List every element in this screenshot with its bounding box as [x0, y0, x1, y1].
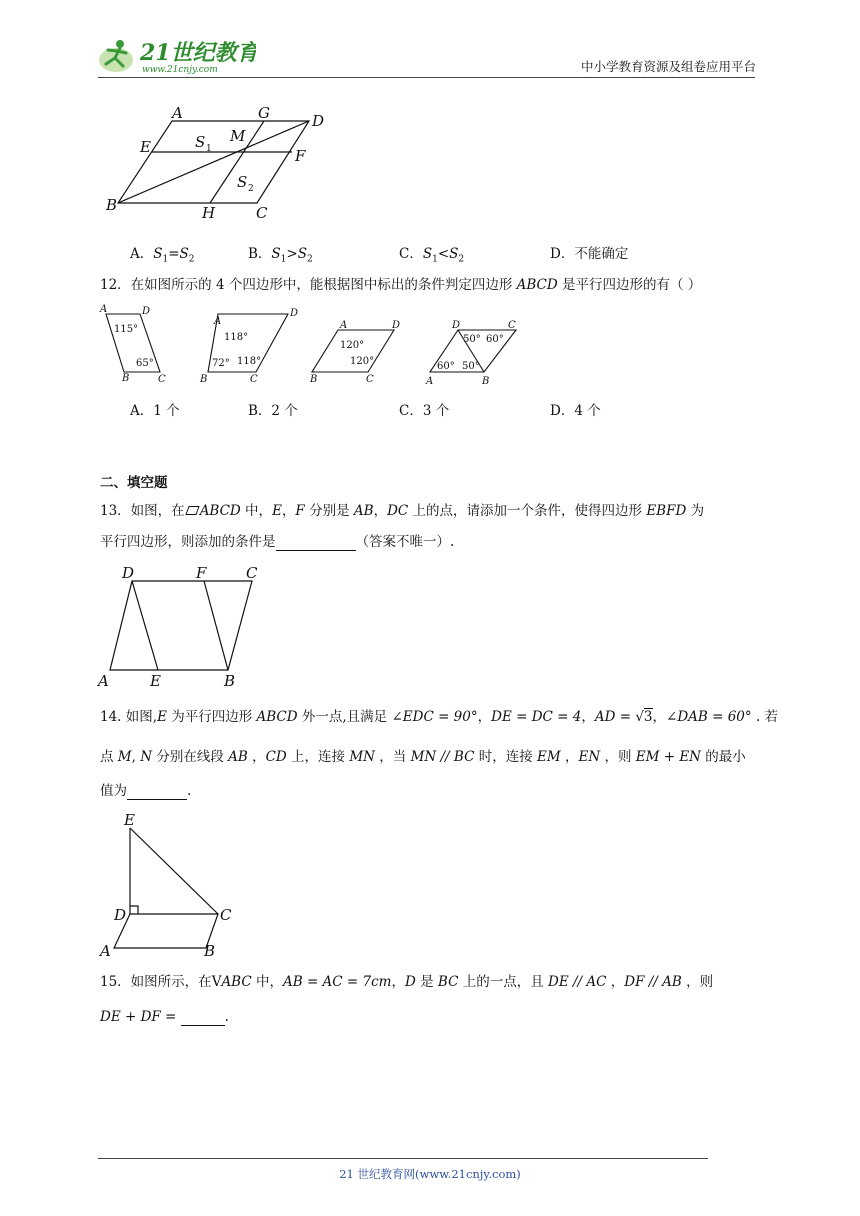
f2-angle-b: 72°	[212, 358, 230, 369]
q13-figure	[96, 562, 276, 692]
q12-option-d[interactable]: D．4 个	[550, 403, 601, 419]
q13-stem-line1: 13．如图，在 ABCD 中，E，F 分别是 AB，DC 上的点，请添加一个条件，使得四边形 EBFD 为	[100, 503, 705, 519]
q15-stem-line2: DE + DF = .	[100, 1009, 229, 1025]
q14-label-c: C	[220, 906, 232, 924]
q14-label-b: B	[204, 942, 216, 960]
f4-a: A	[426, 376, 434, 387]
label-m: M	[230, 127, 246, 145]
f2-d: D	[290, 308, 299, 319]
q13-label-f: F	[196, 564, 207, 582]
f2-angle-c: 118°	[237, 356, 262, 367]
f1-angle-a: 115°	[114, 324, 139, 335]
q13-label-b: B	[224, 672, 236, 690]
q14-label-a: A	[100, 942, 111, 960]
f4-angle-b: 50°	[462, 361, 480, 372]
header-logo	[96, 36, 256, 76]
q15-answer-blank[interactable]	[181, 1011, 225, 1026]
q14-figure	[96, 810, 246, 960]
f4-b: B	[482, 376, 490, 387]
label-b: B	[106, 196, 118, 214]
q13-label-a: A	[98, 672, 109, 690]
q13-label-d: D	[122, 564, 135, 582]
q13-label-e: E	[150, 672, 161, 690]
q15-stem-line1: 15．如图所示，在VABC 中，AB = AC = 7cm，D 是 BC 上的一点，且 DE // AC ，DF // AB ，则	[100, 974, 714, 990]
header-rule	[98, 77, 755, 78]
platform-name: 中小学教育资源及组卷应用平台	[580, 59, 756, 74]
q14-stem-line3: 值为 .	[100, 783, 192, 799]
f3-c: C	[366, 374, 374, 385]
q13-answer-blank[interactable]	[276, 536, 356, 551]
q11-option-d[interactable]: D．不能确定	[550, 246, 629, 262]
logo-text: 21世纪教育	[140, 40, 256, 66]
parallelogram-icon	[185, 506, 199, 515]
f1-c: C	[158, 374, 166, 385]
q12-option-b[interactable]: B．2 个	[248, 403, 298, 419]
label-g: G	[258, 104, 270, 122]
q14-answer-blank[interactable]	[127, 785, 187, 800]
logo-url: www.21cnjy.com	[142, 65, 218, 75]
f3-angle-c: 120°	[350, 356, 375, 367]
q12-option-c[interactable]: C．3 个	[399, 403, 450, 419]
f1-a: A	[100, 304, 108, 315]
f4-angle-d: 50°	[463, 334, 481, 345]
q12-option-a[interactable]: A．1 个	[130, 403, 180, 419]
footer-rule	[98, 1158, 708, 1159]
label-d: D	[312, 112, 325, 130]
f4-angle-a: 60°	[437, 361, 455, 372]
q13-label-c: C	[246, 564, 258, 582]
q11-option-c[interactable]: C．$S_1<S_2$	[399, 246, 465, 265]
f4-angle-c: 60°	[486, 334, 504, 345]
f2-a: A	[214, 316, 222, 327]
q11-figure	[100, 100, 340, 225]
q14-label-d: D	[114, 906, 127, 924]
f3-angle-a: 120°	[340, 340, 365, 351]
label-f: F	[295, 147, 306, 165]
q13-stem-line2: 平行四边形，则添加的条件是 （答案不唯一）.	[100, 534, 455, 550]
f4-c: C	[508, 320, 516, 331]
f1-angle-c: 65°	[136, 358, 154, 369]
f2-c: C	[250, 374, 258, 385]
label-c: C	[256, 204, 268, 222]
footer-text: 21 世纪教育网(www.21cnjy.com)	[339, 1167, 521, 1181]
q12-stem: 12．在如图所示的 4 个四边形中，能根据图中标出的条件判定四边形 ABCD 是平行四边形的有（ ）	[100, 277, 702, 293]
f1-b: B	[122, 373, 130, 384]
f3-b: B	[310, 374, 318, 385]
q12-figures	[96, 302, 536, 392]
label-s2-sub: 2	[248, 184, 254, 194]
f2-b: B	[200, 374, 208, 385]
label-e: E	[140, 138, 151, 156]
q14-label-e: E	[124, 811, 135, 829]
q14-stem-line2: 点 M, N 分别在线段 AB ，CD 上，连接 MN ，当 MN // BC 时，连接 EM ，EN ，则 EM + EN 的最小	[100, 749, 746, 765]
f3-a: A	[340, 320, 348, 331]
label-s2: S	[237, 173, 248, 191]
runner-logo-icon	[96, 36, 256, 76]
label-s1-sub: 1	[206, 144, 212, 154]
f4-d: D	[452, 320, 461, 331]
f2-angle-a: 118°	[224, 332, 249, 343]
f1-d: D	[142, 306, 151, 317]
section-title: 二、填空题	[100, 475, 168, 491]
label-a: A	[172, 104, 183, 122]
q11-option-a[interactable]: A．$S_1=S_2$	[130, 246, 195, 265]
q11-option-b[interactable]: B．$S_1>S_2$	[248, 246, 313, 265]
label-s1: S	[195, 133, 206, 151]
label-h: H	[202, 204, 216, 222]
q14-stem-line1: 14. 如图,E 为平行四边形 ABCD 外一点,且满足 ∠EDC = 90°，DE = DC = 4，AD = √3，∠DAB = 60° . 若	[100, 709, 779, 725]
f3-d: D	[392, 320, 401, 331]
